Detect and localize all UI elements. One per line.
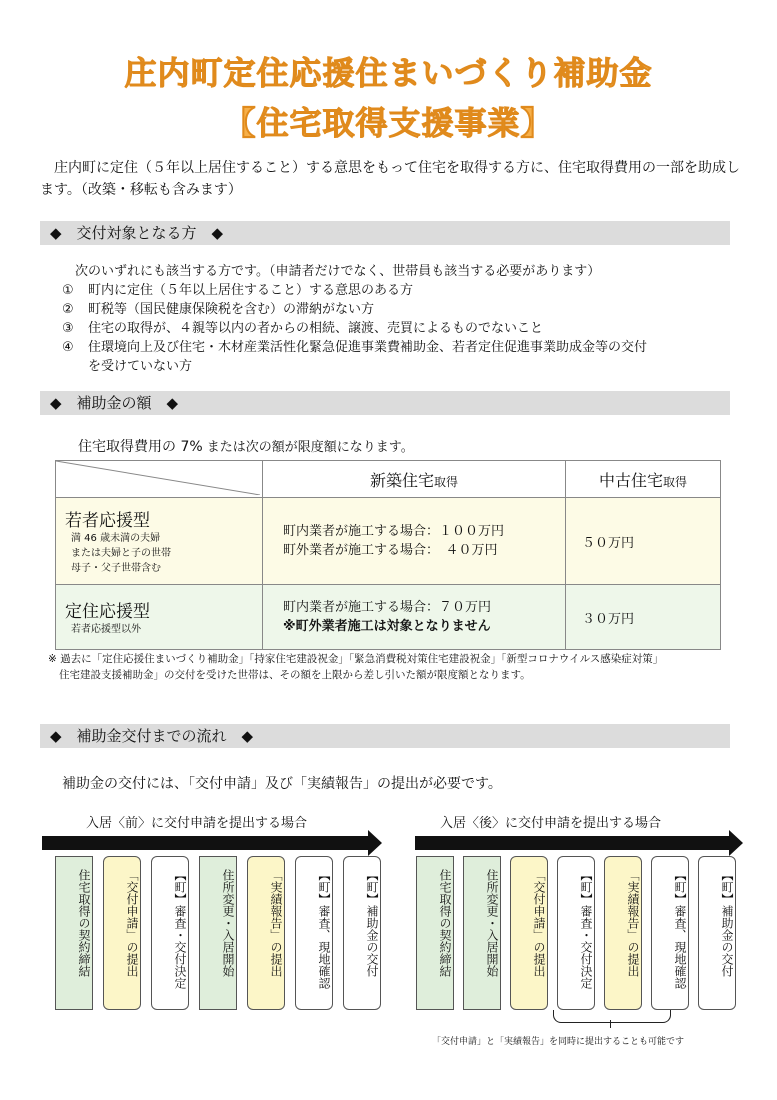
eligibility-item-cont: を受けていない方 [88, 359, 193, 374]
grouping-brace [553, 1010, 671, 1023]
flow-after-arrow [415, 836, 731, 850]
title-line2: 【住宅取得支援事業】 [223, 104, 554, 142]
used-amount-cell: ３０万円 [566, 585, 721, 650]
flow-step: 【町】審査、現地確認 [651, 856, 689, 1010]
type-cell: 若者応援型 満 46 歳未満の夫婦 または夫婦と子の世帯 母子・父子世帯含む [56, 498, 263, 585]
subsidy-amount-table [55, 460, 721, 650]
eligibility-item: ③ 住宅の取得が、４親等以内の者からの相続、譲渡、売買によるものでないこと [62, 321, 544, 336]
header-new-house: 新築住宅取得 [263, 461, 566, 498]
diagonal-line [56, 461, 260, 495]
flow-step: 「交付申請」の提出 [510, 856, 548, 1010]
section-heading-eligibility: ◆ 交付対象となる方 ◆ [40, 221, 730, 245]
section-heading-flow: ◆ 補助金交付までの流れ ◆ [40, 724, 730, 748]
title-line1: 庄内町定住応援住まいづくり補助金 [124, 54, 653, 92]
table-header-row [56, 461, 721, 498]
flow-step: 住宅取得の契約締結 [55, 856, 93, 1010]
table-row [56, 498, 721, 585]
flow-step: 住所変更・入居開始 [463, 856, 501, 1010]
flow-step: 「実績報告」の提出 [247, 856, 285, 1010]
amount-lead: 住宅取得費用の 7% または次の額が限度額になります。 [78, 439, 414, 455]
used-amount-cell: ５０万円 [566, 498, 721, 585]
table-row [56, 585, 721, 650]
header-diagonal-cell [56, 461, 263, 498]
eligibility-item: ④ 住環境向上及び住宅・木材産業活性化緊急促進事業費補助金、若者定住促進事業助成金等の交付 [62, 340, 648, 355]
intro-text: 庄内町に定住（５年以上居住すること）する意思をもって住宅を取得する方に、住宅取得費用の一部を助成します。（改築・移転も含みます） [40, 160, 740, 198]
flow-step: 「実績報告」の提出 [604, 856, 642, 1010]
flow-step: 住宅取得の契約締結 [416, 856, 454, 1010]
eligibility-lead: 次のいずれにも該当する方です。（申請者だけでなく、世帯員も該当する必要があります） [75, 264, 601, 279]
new-amount-cell: 町内業者が施工する場合：１００万円 町外業者が施工する場合： ４０万円 [263, 498, 566, 585]
flow-step: 【町】補助金の交付 [343, 856, 381, 1010]
flow-before-arrow [42, 836, 370, 850]
flow-before-label: 入居〈前〉に交付申請を提出する場合 [86, 816, 308, 831]
flow-step: 住所変更・入居開始 [199, 856, 237, 1010]
section-heading-amount: ◆ 補助金の額 ◆ [40, 391, 730, 415]
new-amount-cell: 町内業者が施工する場合：７０万円 ※町外業者施工は対象となりません [263, 585, 566, 650]
flow-step: 【町】補助金の交付 [698, 856, 736, 1010]
header-used-house: 中古住宅取得 [566, 461, 721, 498]
flow-step: 【町】審査・交付決定 [151, 856, 189, 1010]
flow-lead: 補助金の交付には、「交付申請」及び「実績報告」の提出が必要です。 [62, 776, 502, 792]
flow-step: 【町】審査・交付決定 [557, 856, 595, 1010]
eligibility-item: ① 町内に定住（５年以上居住すること）する意思のある方 [62, 283, 414, 298]
flow-step: 【町】審査、現地確認 [295, 856, 333, 1010]
type-cell: 定住応援型 若者応援型以外 [56, 585, 263, 650]
simultaneous-submit-note: 「交付申請」と「実績報告」を同時に提出することも可能です [432, 1037, 685, 1047]
flow-step: 「交付申請」の提出 [103, 856, 141, 1010]
amount-footnote: ※ 過去に「定住応援住まいづくり補助金」「持家住宅建設祝金」「緊急消費税対策住宅建設祝金」「新型コロナウイルス感染症対策」 住宅建設支援補助金」の交付を受けた世帯は、その額を上限から差し引いた額が限度額となります。 [48, 653, 664, 681]
eligibility-item: ② 町税等（国民健康保険税を含む）の滞納がない方 [62, 302, 375, 317]
flow-after-label: 入居〈後〉に交付申請を提出する場合 [440, 816, 662, 831]
